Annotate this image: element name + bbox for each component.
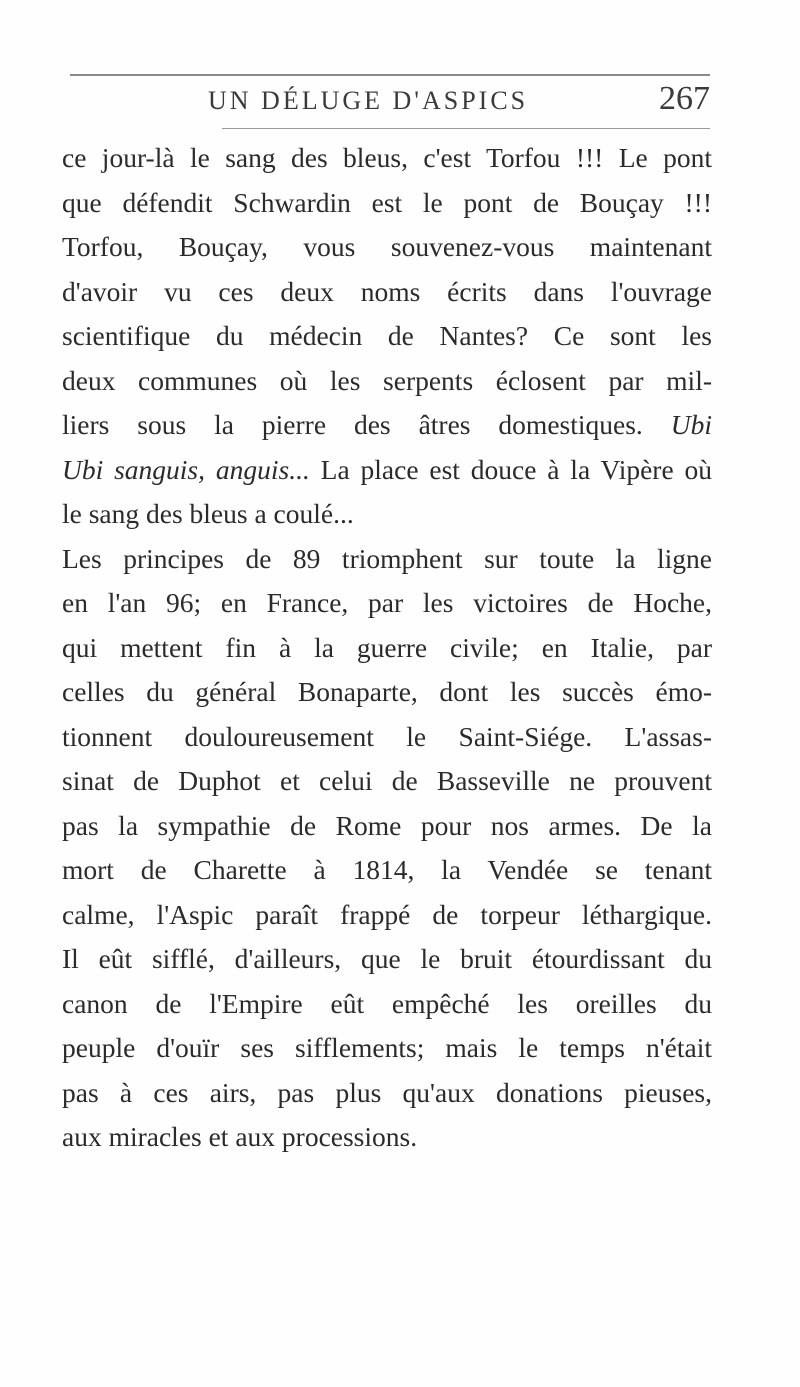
text-line: mort de Charette à 1814, la Vendée se tenant [62, 854, 712, 885]
text-line [62, 448, 712, 493]
text-line: Torfou, Bouçay, vous souvenez-vous maintenant [62, 231, 712, 262]
text-line: tionnent douloureusement le Saint-Siége. L'assas- [62, 720, 712, 752]
top-rule [70, 74, 710, 76]
text-line: qui mettent fin à la guerre civile; en Italie, par [62, 631, 712, 663]
text-line: canon de l'Empire eût empêché les oreilles du [62, 987, 712, 1019]
text-line: calme, l'Aspic paraît frappé de torpeur léthargique. [62, 898, 712, 930]
body-text [62, 136, 712, 1160]
italic-latin-word: Ubi [670, 409, 712, 440]
text-segment: liers sous la pierre des âtres domestiques. [62, 409, 643, 440]
page-number: 267 [659, 80, 710, 117]
text-line: le sang des bleus a coulé... [62, 498, 354, 529]
text-line: Il eût sifflé, d'ailleurs, que le bruit étourdissant du [62, 943, 712, 974]
running-title: UN DÉLUGE D'ASPICS [208, 86, 529, 115]
text-line: en l'an 96; en France, par les victoires de Hoche, [62, 587, 712, 618]
text-line: peuple d'ouïr ses sifflements; mais le temps n'était [62, 1032, 712, 1063]
text-line: pas la sympathie de Rome pour nos armes. De la [62, 809, 712, 841]
text-line: Les principes de 89 triomphent sur toute la ligne [62, 542, 712, 574]
text-segment: La place est douce à la Vipère où [309, 453, 712, 485]
text-line: scientifique du médecin de Nantes? Ce sont les [62, 320, 712, 351]
text-line: d'avoir vu ces deux noms écrits dans l'ouvrage [62, 275, 712, 307]
italic-latin-phrase: Ubi sanguis, anguis... [62, 453, 310, 485]
text-line: deux communes où les serpents éclosent par mil- [62, 364, 712, 396]
text-line: celles du général Bonaparte, dont les succès émo- [62, 676, 712, 707]
text-line: que défendit Schwardin est le pont de Bouçay !!! [62, 186, 712, 218]
text-line: sinat de Duphot et celui de Basseville ne prouvent [62, 765, 712, 796]
text-line: aux miracles et aux processions. [62, 1121, 418, 1152]
text-line: pas à ces airs, pas plus qu'aux donations pieuses, [62, 1076, 712, 1108]
page-header [60, 80, 710, 126]
text-line: ce jour-là le sang des bleus, c'est Torfou !!! Le pont [62, 142, 712, 173]
header-rule [222, 128, 710, 129]
text-line [62, 403, 712, 448]
